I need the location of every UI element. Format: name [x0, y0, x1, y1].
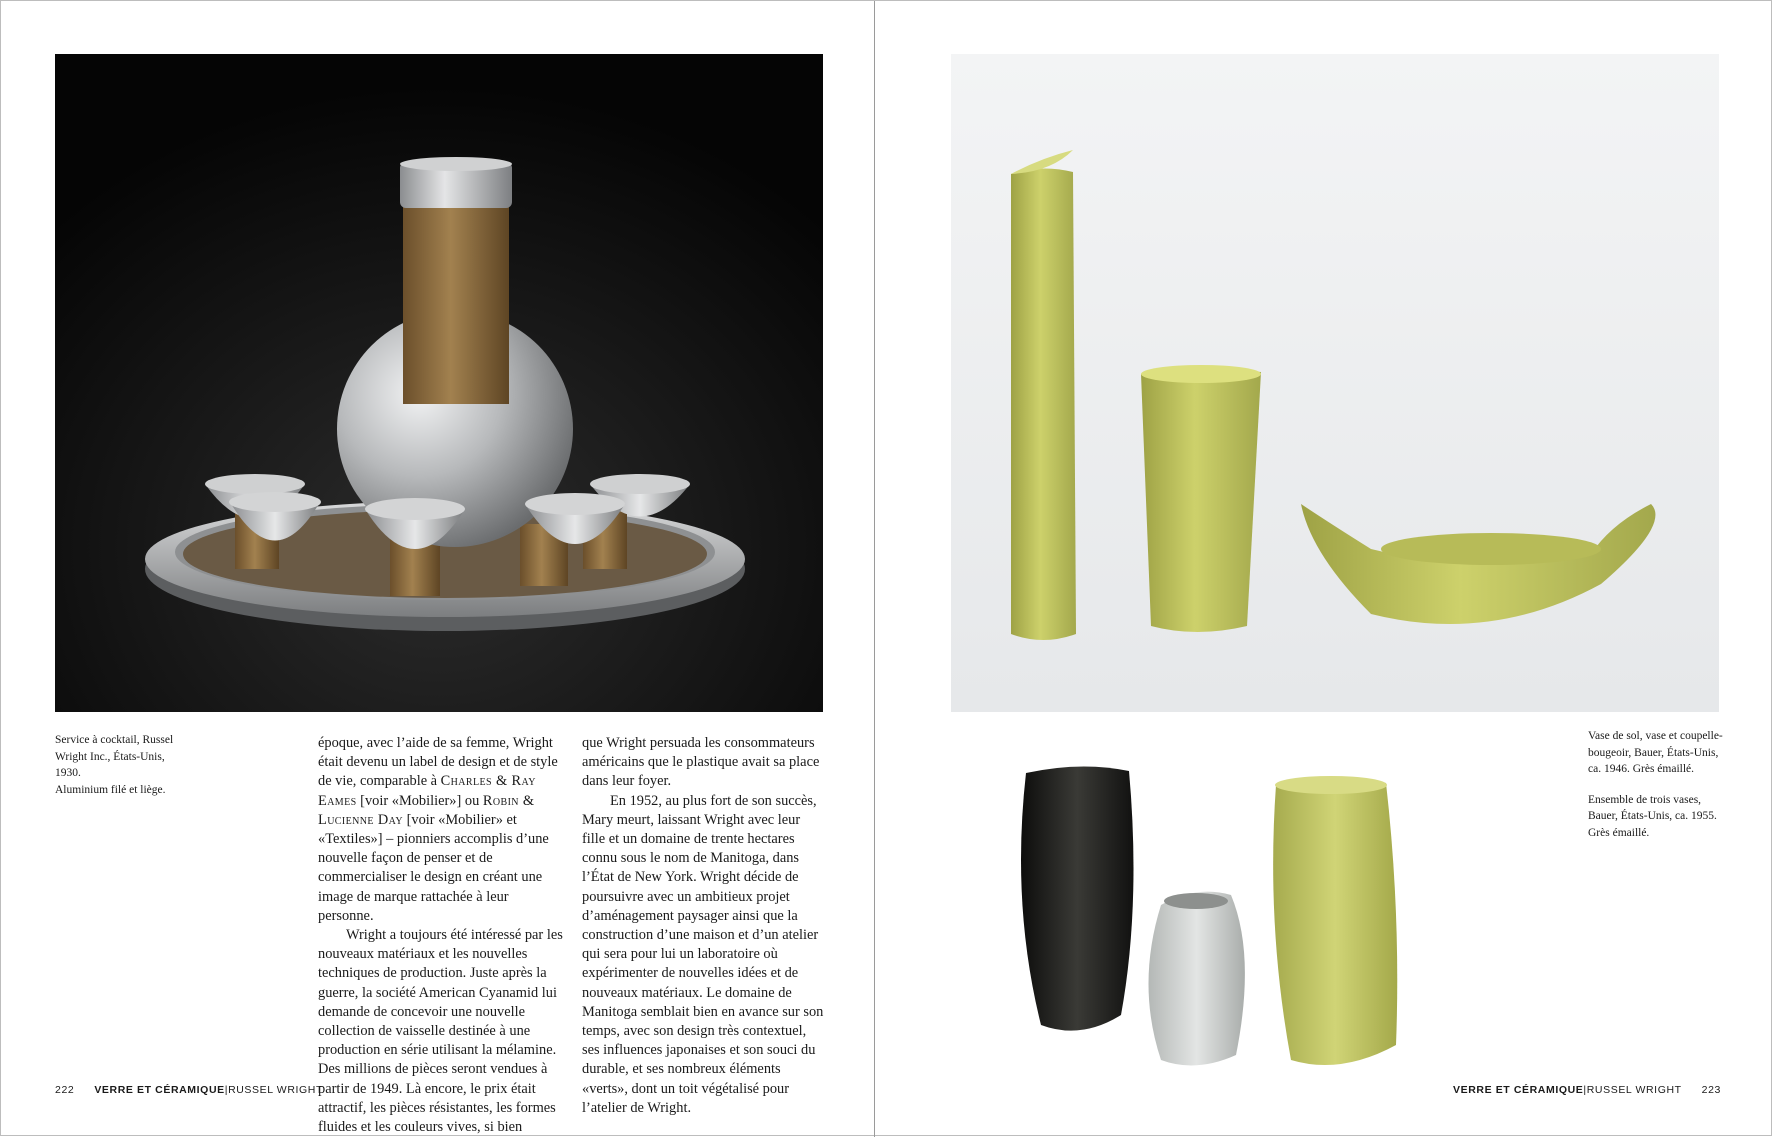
page-number: 222	[55, 1084, 75, 1096]
folio-subject: RUSSEL WRIGHT	[1586, 1084, 1682, 1096]
text-column-2	[582, 734, 824, 1118]
text-column-1	[318, 734, 564, 1137]
caption-line: Grès émaillé.	[1588, 826, 1650, 839]
designer-name-day: Robin & Lucienne Day	[318, 792, 535, 828]
caption-line: Ensemble de trois vases,	[1588, 793, 1702, 806]
caption-line: Bauer, États-Unis, ca. 1955.	[1588, 810, 1717, 822]
body-paragraph	[318, 734, 564, 926]
cocktail-service-caption	[55, 732, 185, 798]
folio-left	[55, 1084, 323, 1096]
caption-line: Wright Inc., États-Unis, 1930.	[55, 750, 165, 779]
body-paragraph: En 1952, au plus fort de son succès, Mary meurt, laissant Wright avec leur fille et un domaine de trente hectares connu sous le nom de Manitoga, dans l’État de New York. Wright décide de poursuivre avec un ambitieux projet d’aménagement paysager ainsi que la construction d’une maison et d’un atelier qui sera pour lui un laboratoire où expérimenter de nouvelles idées et de nouveaux matériaux. Le domaine de Manitoga semblait bien en avance sur son temps, avec son design très contextuel, ses influences japonaises et son souci du durable, et ses nombreux éléments «verts», dont un toit végétalisé pour l’atelier de Wright.	[582, 792, 824, 1116]
body-paragraph: que Wright persuada les consommateurs américains que le plastique avait sa place dans leur foyer.	[582, 735, 820, 790]
folio-right	[1453, 1084, 1721, 1096]
designer-name-eames: Charles & Ray Eames	[318, 773, 536, 809]
caption-line: Service à cocktail, Russel	[55, 734, 174, 746]
body-text: [voir «Mobilier» et «Textiles»] – pionniers accomplis d’une nouvelle façon de penser et de commercialiser le design en créant une image de marque rattachée à leur personne.	[318, 811, 549, 924]
folio-section: VERRE ET CÉRAMIQUE	[94, 1084, 225, 1096]
gutter-divider	[874, 1, 875, 1137]
cocktail-service-photo	[55, 54, 823, 712]
body-paragraph: Wright a toujours été intéressé par les nouveaux matériaux et les nouvelles techniques de production. Juste après la guerre, la société American Cyanamid lui demande de concevoir une nouvelle collection de vaisselle destinée à une production en série utilisant la mélamine. Des millions de pièces seront vendues à partir de 1949. Là encore, le prix était attractif, les pièces résistantes, les formes fluides et les couleurs vives, si bien	[318, 927, 563, 1136]
body-text: [voir «Mobilier»] ou	[356, 792, 483, 809]
caption-line: Vase de sol, vase et coupelle-	[1588, 730, 1723, 742]
three-vases-caption	[1588, 792, 1723, 842]
three-vases-photo	[1011, 755, 1427, 1075]
folio-separator: |	[1583, 1084, 1587, 1096]
floor-vase-caption	[1588, 728, 1723, 778]
caption-line: bougeoir, Bauer, États-Unis,	[1588, 746, 1719, 759]
vases-captions	[1588, 728, 1723, 855]
body-text: époque, avec l’aide de sa femme, Wright était devenu un label de design et de style de vie, comparable à	[318, 735, 558, 790]
page-number: 223	[1701, 1084, 1721, 1096]
floor-vase-photo	[951, 54, 1719, 712]
folio-section: VERRE ET CÉRAMIQUE	[1453, 1084, 1584, 1096]
folio-subject: RUSSEL WRIGHT	[228, 1084, 323, 1096]
caption-line: ca. 1946. Grès émaillé.	[1588, 763, 1695, 775]
caption-line: Aluminium filé et liège.	[55, 783, 166, 796]
folio-separator: |	[224, 1084, 229, 1096]
